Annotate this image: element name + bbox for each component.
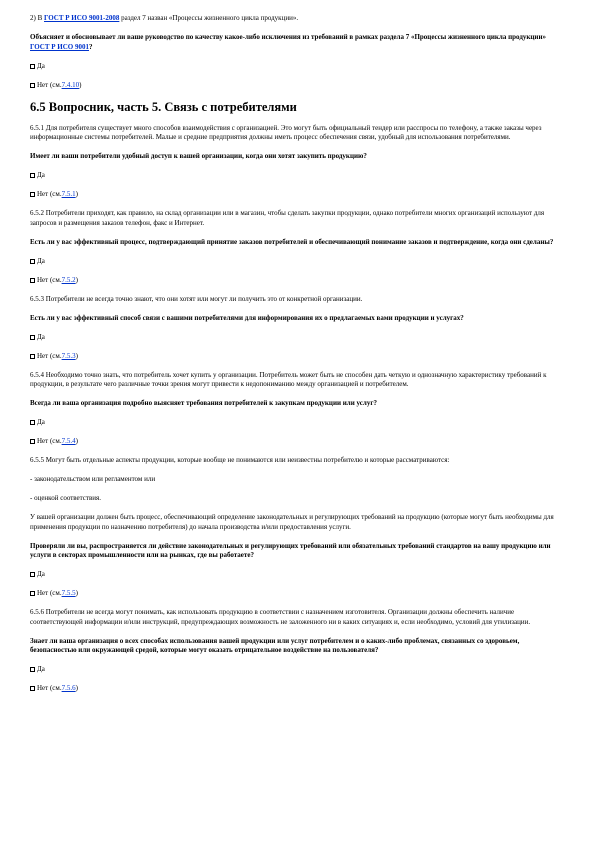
checkbox-icon[interactable] — [30, 591, 35, 596]
option-label: Нет (см. — [37, 437, 62, 445]
gost-9001-link[interactable]: ГОСТ Р ИСО 9001 — [30, 42, 90, 51]
list-item: - законодательством или регламентом или — [30, 475, 156, 483]
section-link[interactable]: 7.5.1 — [61, 190, 76, 198]
yes-option[interactable] — [30, 333, 565, 343]
option-label: Нет (см. — [37, 351, 62, 360]
paragraph: 6.5.2 Потребители приходят, как правило, на склад организации или в магазин, чтобы сделать закупки продукции, однако потребители многих организаций используют для запросов и размещения заказов телефон, факс и Интернет. — [30, 209, 545, 227]
question: Имеет ли ваши потребители удобный доступ к вашей организации, когда они хотят закупить продукцию? — [30, 152, 367, 160]
yes-option[interactable] — [30, 418, 565, 428]
option-label: Да — [37, 171, 45, 179]
no-option[interactable] — [30, 190, 565, 200]
paragraph: 6.5.1 Для потребителя существует много способов взаимодействия с организацией. Это могут быть официальный тендер или расспросы по телефону, а также заказы через информационные системы потребителей. Малые и средние предприятия должны иметь процесс обеспечения связи, удобный для использования потребителями. — [30, 123, 542, 141]
option-label: ) — [75, 351, 78, 360]
section-title: 6.5 Вопросник, часть 5. Связь с потребителями — [30, 99, 297, 114]
intro-yes-option[interactable]: Да — [30, 62, 565, 72]
section-link-7-5-6[interactable]: 7.5.6 — [61, 684, 76, 692]
paragraph-6-5-5: 6.5.5 Могут быть отдельные аспекты продукции, которые вообще не понимаются или неизвестны потребителю и которые рассматриваются: — [30, 456, 450, 464]
no-option[interactable] — [30, 437, 565, 447]
section-link-7-4-10[interactable]: 7.4.10 — [61, 80, 80, 89]
checkbox-icon[interactable] — [30, 64, 35, 69]
option-label: Нет (см. — [37, 275, 62, 284]
option-label: ) — [75, 437, 78, 445]
paragraph: 6.5.4 Необходимо точно знать, что потребитель хочет купить у организации. Потребитель может быть не способен дать четкую и однозначную характеристику требований к продукции, в результате чего различные точки зрения могут привести к недопониманию между организацией и потребителем. — [30, 370, 547, 388]
option-label: Да — [37, 418, 45, 426]
checkbox-icon[interactable] — [30, 420, 35, 425]
paragraph: 6.5.3 Потребители не всегда точно знают, что они хотят или могут ли получить это от конкретной организации. — [30, 294, 363, 303]
option-label: ) — [75, 275, 78, 284]
section-link[interactable]: 7.5.3 — [61, 351, 76, 360]
option-label: Да — [37, 332, 45, 341]
checkbox-icon[interactable] — [30, 192, 35, 197]
checkbox-icon[interactable] — [30, 572, 35, 577]
option-label: ) — [75, 190, 78, 198]
intro-no-option[interactable]: Нет (см. 7.4.10 ) — [30, 81, 565, 91]
yes-option-6-5-5[interactable]: Да — [30, 570, 565, 580]
section-link[interactable]: 7.5.2 — [61, 275, 76, 284]
gost-9001-2008-link[interactable]: ГОСТ Р ИСО 9001-2008 — [44, 14, 120, 22]
yes-option[interactable] — [30, 171, 565, 181]
no-option[interactable] — [30, 352, 565, 362]
checkbox-icon[interactable] — [30, 173, 35, 178]
intro-question: Объясняет и обосновывает ли ваше руководство по качеству какое-либо исключения из требований в рамках раздела 7 «Процессы жизненного цикла продукции» ГОСТ Р ИСО 9001? — [30, 33, 546, 51]
checkbox-icon[interactable] — [30, 439, 35, 444]
checkbox-icon[interactable] — [30, 667, 35, 672]
yes-option-6-5-6[interactable]: Да — [30, 665, 565, 675]
question: Есть ли у вас эффективный способ связи с вашими потребителями для информирования их о предлагаемых вами продукции и услугах? — [30, 313, 464, 322]
intro-line: 2) В ГОСТ Р ИСО 9001-2008 раздел 7 назван «Процессы жизненного цикла продукции». — [30, 14, 299, 22]
yes-option[interactable] — [30, 257, 565, 267]
question: Всегда ли ваша организация подробно выясняет требования потребителей к закупкам продукции или услуг? — [30, 399, 377, 407]
option-label: Да — [37, 256, 45, 265]
no-option-6-5-5[interactable]: Нет (см. 7.5.5 ) — [30, 589, 565, 599]
checkbox-icon[interactable] — [30, 335, 35, 340]
checkbox-icon[interactable] — [30, 686, 35, 691]
checkbox-icon[interactable] — [30, 354, 35, 359]
section-link-7-5-5[interactable]: 7.5.5 — [61, 589, 76, 597]
question-6-5-6: Знает ли ваша организация о всех способах использования вашей продукции или услуг потребителем и о каких-либо проблемах, связанных со здоровьем, безопасностью или окружающей средой, которые могут оказать отрицательное воздействие на пользователя? — [30, 636, 520, 654]
paragraph-6-5-5-requirement: У вашей организации должен быть процесс, обеспечивающий определение законодательных и регулирующих требований на продукцию (которые могут быть необходимы для применения продукции по назначению потребителя) до начала производства и/или предоставления услуги. — [30, 513, 554, 531]
checkbox-icon[interactable] — [30, 259, 35, 264]
list-item: - оценкой соответствия. — [30, 494, 101, 502]
question-blocks — [30, 124, 565, 447]
checkbox-icon[interactable] — [30, 278, 35, 283]
option-label: Нет (см. — [37, 190, 62, 198]
no-option-6-5-6[interactable]: Нет (см. 7.5.6 ) — [30, 684, 565, 694]
question-6-5-5: Проверяли ли вы, распространяется ли действие законодательных и регулирующих требований или обязательных требований стандартов на вашу продукцию или услуги в секторах промышленности или на рынках, где вы работаете? — [30, 541, 551, 559]
paragraph-6-5-6: 6.5.6 Потребители не всегда могут понимать, как использовать продукцию в соответствии с назначением изготовителя. Организации должны обеспечить наличие соответствующей информации и/или инструкций, предупреждающих возможность не заложенного ни в каких ситуациях и, если необходимо, условий для утилизации. — [30, 608, 531, 626]
no-option[interactable] — [30, 276, 565, 286]
question: Есть ли у вас эффективный процесс, подтверждающий принятие заказов потребителей и обеспечивающий понимание заказов и подтверждение, когда они сделаны? — [30, 237, 554, 246]
checkbox-icon[interactable] — [30, 83, 35, 88]
section-link[interactable]: 7.5.4 — [61, 437, 76, 445]
